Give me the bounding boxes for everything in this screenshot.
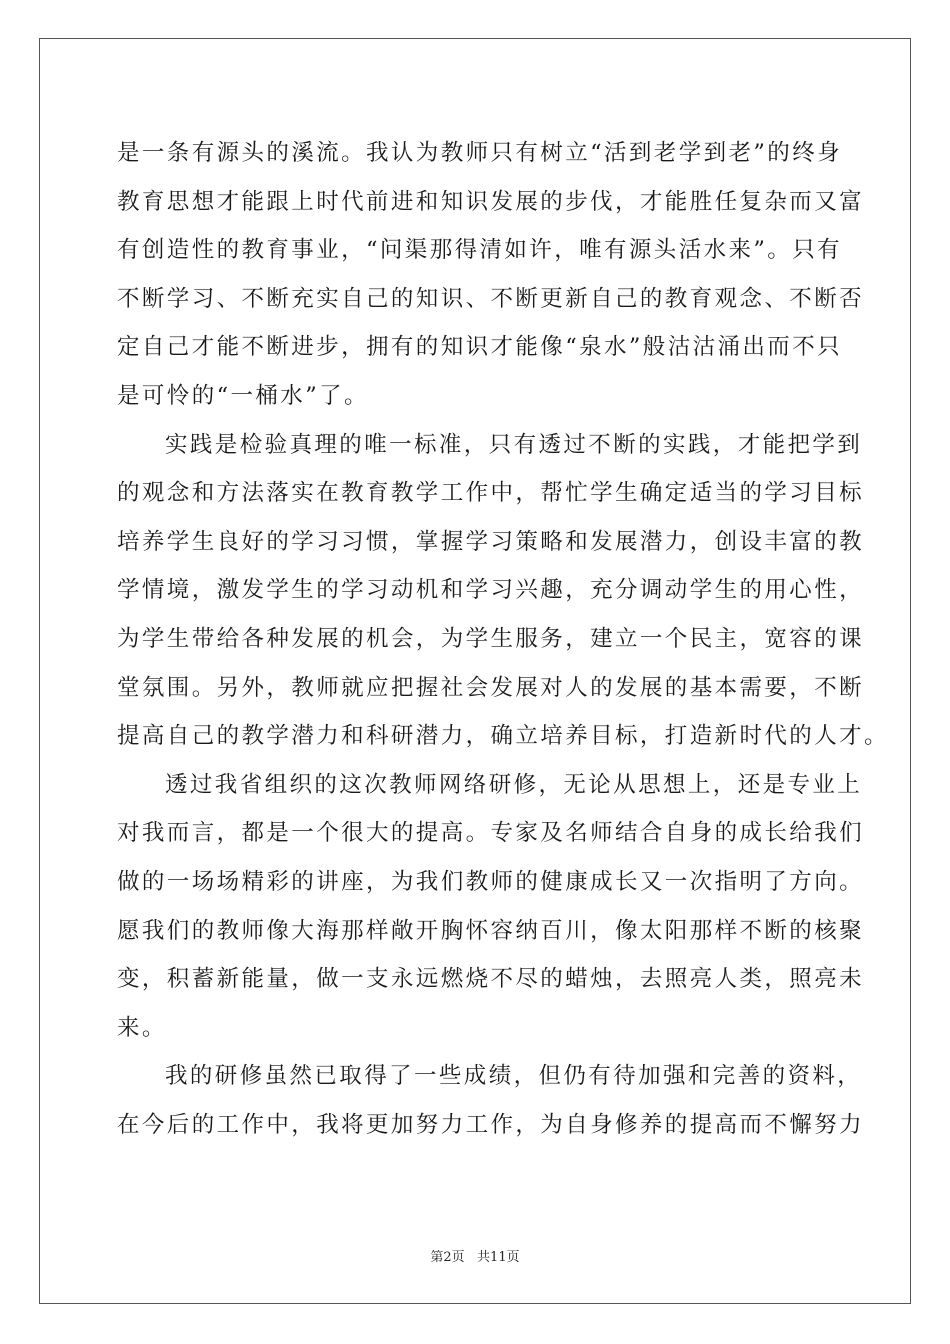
document-body: [117, 129, 889, 1149]
text-line: 不断学习、不断充实自己的知识、不断更新自己的教育观念、不断否: [117, 285, 865, 312]
text-line: 在今后的工作中，我将更加努力工作，为自身修养的提高而不懈努力: [117, 1111, 865, 1138]
text-line: 愿我们的教师像大海那样敞开胸怀容纳百川，像太阳那样不断的核聚: [117, 917, 865, 944]
text-line: 定自己才能不断进步，拥有的知识才能像“泉水”般沽沽涌出而不只: [117, 334, 843, 361]
text-line: 的观念和方法落实在教育教学工作中，帮忙学生确定适当的学习目标: [117, 480, 865, 507]
paragraph-first-line: 我的研修虽然已取得了一些成绩，但仍有待加强和完善的资料，: [165, 1063, 863, 1090]
text-line: 是可怜的“一桶水”了。: [117, 382, 369, 409]
text-line: 来。: [117, 1014, 167, 1041]
paragraph-first-line: 透过我省组织的这次教师网络研修，无论从思想上，还是专业上: [165, 771, 863, 798]
text-line: 为学生带给各种发展的机会，为学生服务，建立一个民主，宽容的课: [117, 625, 865, 652]
text-line: 培养学生良好的学习习惯，掌握学习策略和发展潜力，创设丰富的教: [117, 528, 865, 555]
paragraph-first-line: 实践是检验真理的唯一标准，只有透过不断的实践，才能把学到: [165, 431, 863, 458]
text-line: 做的一场场精彩的讲座，为我们教师的健康成长又一次指明了方向。: [117, 868, 865, 895]
page-number-footer: 第2页 共11页: [430, 1250, 520, 1265]
text-line: 学情境，激发学生的学习动机和学习兴趣，充分调动学生的用心性，: [117, 577, 865, 604]
text-line: 是一条有源头的溪流。我认为教师只有树立“活到老学到老”的终身: [117, 140, 843, 166]
text-line: 教育思想才能跟上时代前进和知识发展的步伐，才能胜任复杂而又富: [117, 188, 865, 215]
text-line: 提高自己的教学潜力和科研潜力，确立培养目标，打造新时代的人才。: [117, 723, 889, 750]
text-line: 对我而言，都是一个很大的提高。专家及名师结合自身的成长给我们: [117, 820, 865, 847]
text-line: 变，积蓄新能量，做一支永远燃烧不尽的蜡烛，去照亮人类，照亮未: [117, 966, 865, 993]
text-line: 有创造性的教育事业，“问渠那得清如许，唯有源头活水来”。只有: [117, 237, 843, 264]
text-line: 堂氛围。另外，教师就应把握社会发展对人的发展的基本需要，不断: [117, 674, 865, 701]
